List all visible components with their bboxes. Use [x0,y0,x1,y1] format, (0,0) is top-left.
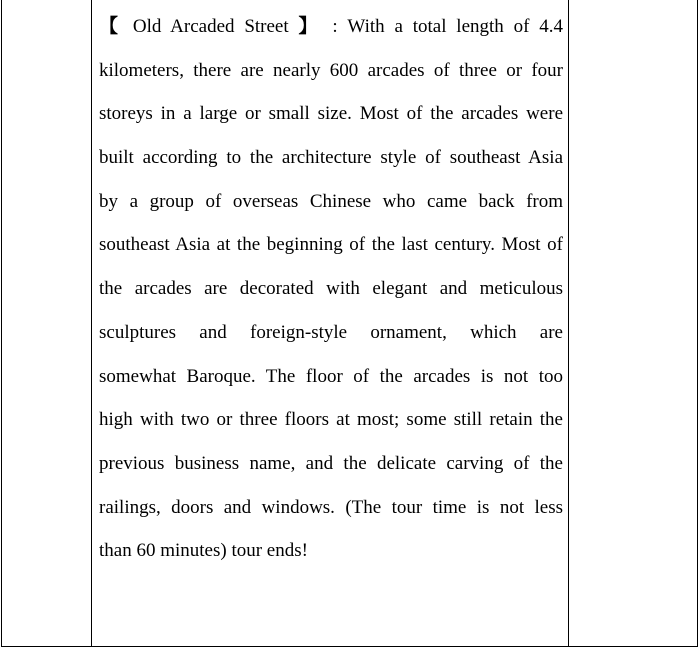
right-column-divider [568,0,569,647]
description-cell [99,5,563,573]
text-line-1 [99,5,563,49]
close-bracket: 】 [298,16,323,37]
text-line-11: previous business name, and the delicate carving of the [99,452,563,474]
text-line-5: by a group of overseas Chinese who came back from [99,190,563,212]
text-line-9: somewhat Baroque. The floor of the arcades is not too [99,365,563,387]
text-line-8: sculptures and foreign-style ornament, which are [99,321,563,343]
text-line-content: : With a total length of 4.4 [332,16,563,37]
open-bracket: 【 [99,16,124,37]
section-heading: Old Arcaded Street [123,16,299,37]
text-line-7: the arcades are decorated with elegant and meticulous [99,278,563,300]
text-line-3: storeys in a large or small size. Most of the arcades were [99,103,563,125]
text-line-13: than 60 minutes) tour ends! [99,540,308,562]
text-line-12: railings, doors and windows. (The tour time is not less [99,496,563,518]
text-line-10: high with two or three floors at most; some still retain the [99,409,563,431]
left-column-divider [91,0,92,647]
text-line-2: kilometers, there are nearly 600 arcades of three or four [99,59,563,81]
text-line-6: southeast Asia at the beginning of the last century. Most of [99,234,563,256]
text-line-4: built according to the architecture style of southeast Asia [99,147,563,169]
